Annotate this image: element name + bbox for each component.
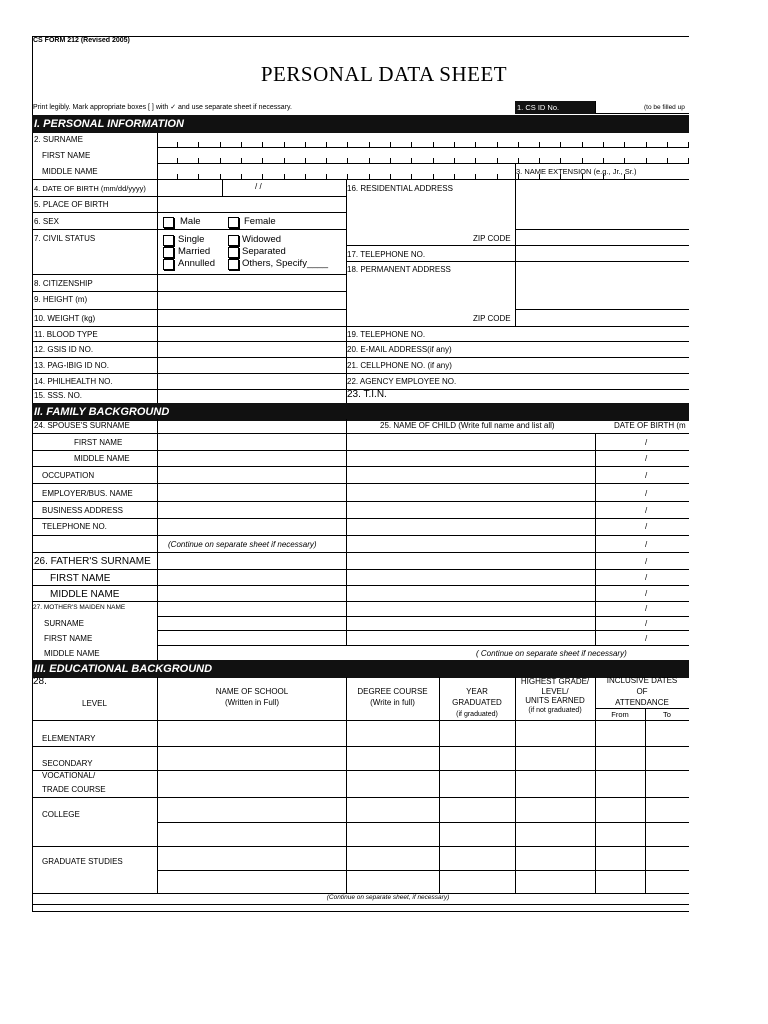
mother-middle-name-label: MIDDLE NAME [44, 649, 100, 658]
char-tick [369, 174, 370, 179]
char-tick [198, 158, 199, 163]
row-line [346, 261, 689, 262]
zip-code-label-2: ZIP CODE [473, 314, 511, 323]
char-tick [411, 174, 412, 179]
row-line [32, 309, 346, 310]
blood-type-label: 11. BLOOD TYPE [34, 330, 98, 339]
continue-note-3: (Continue on separate sheet, if necessary) [326, 894, 450, 901]
char-tick [326, 142, 327, 147]
section-family-title: II. FAMILY BACKGROUND [34, 406, 170, 418]
spouse-middle-name-label: MIDDLE NAME [74, 454, 130, 463]
education-number: 28. [33, 676, 47, 687]
child-dob-slash: / [645, 573, 648, 582]
form-bottom [32, 911, 689, 912]
char-tick [624, 158, 625, 163]
spouse-first-name-label: FIRST NAME [74, 438, 123, 447]
char-tick [433, 142, 434, 147]
section-family-header [32, 403, 689, 421]
children-label: 25. NAME OF CHILD (Write full name and list all) [380, 421, 555, 430]
dob-separators: / / [255, 182, 262, 191]
char-tick [390, 158, 391, 163]
char-tick [390, 142, 391, 147]
char-tick [347, 142, 348, 147]
char-tick [497, 174, 498, 179]
edu-header-bottom [32, 720, 689, 721]
csid-label-box [515, 101, 595, 114]
char-tick [411, 142, 412, 147]
continue-note-2: ( Continue on separate sheet if necessary) [476, 649, 627, 658]
section-personal-title: I. PERSONAL INFORMATION [34, 118, 184, 130]
char-tick [582, 158, 583, 163]
edu-col-4 [515, 677, 516, 893]
child-dob-slash: / [645, 540, 648, 549]
level-header: LEVEL [82, 699, 107, 708]
char-tick [241, 158, 242, 163]
char-tick [518, 158, 519, 163]
char-tick [390, 174, 391, 179]
education-row-line [157, 822, 689, 823]
continue-note-1: (Continue on separate sheet if necessary) [168, 540, 317, 549]
separated-label: Separated [242, 246, 286, 257]
single-checkbox[interactable] [163, 235, 174, 246]
res-address-label: 16. RESIDENTIAL ADDRESS [347, 184, 453, 193]
section-education-header [32, 660, 689, 678]
tel19-label: 19. TELEPHONE NO. [347, 330, 426, 339]
sss-label: 15. SSS. NO. [34, 391, 83, 400]
middle-name-label: MIDDLE NAME [42, 167, 98, 176]
char-tick [475, 174, 476, 179]
child-dob-slash: / [645, 557, 648, 566]
year-header-2: GRADUATED [452, 698, 502, 707]
form-line [32, 904, 689, 905]
row-line [32, 274, 346, 275]
char-tick [688, 142, 689, 147]
child-dob-slash: / [645, 604, 648, 613]
from-header: From [611, 710, 629, 719]
pagibig-label: 13. PAG-IBIG ID NO. [34, 361, 109, 370]
child-dob-slash: / [645, 522, 648, 531]
char-tick [497, 142, 498, 147]
row-line [32, 341, 689, 342]
row-line [32, 357, 689, 358]
char-tick [454, 158, 455, 163]
child-dob-divider [595, 433, 596, 645]
family-row-line [157, 645, 689, 646]
char-tick [262, 142, 263, 147]
char-tick [198, 142, 199, 147]
row-line [32, 373, 689, 374]
char-tick [624, 142, 625, 147]
father-first-name-label: FIRST NAME [50, 573, 111, 584]
school-header: NAME OF SCHOOL [215, 687, 289, 696]
child-dob-slash: / [645, 454, 648, 463]
occupation-label: OCCUPATION [42, 471, 95, 480]
char-tick [603, 158, 604, 163]
email-label: 20. E-MAIL ADDRESS(if any) [347, 345, 452, 354]
tin-label: 23. T.I.N. [347, 389, 387, 400]
middle-name-field[interactable] [32, 179, 689, 180]
edu-col-2 [346, 677, 347, 893]
char-tick [539, 158, 540, 163]
char-tick [433, 174, 434, 179]
char-tick [688, 158, 689, 163]
edu-col-6 [645, 708, 646, 893]
zip-code-label-1: ZIP CODE [473, 234, 511, 243]
csid-field-border [595, 101, 596, 114]
form-left-border [32, 36, 33, 912]
char-tick [411, 158, 412, 163]
edu-bottom [32, 893, 689, 894]
child-dob-slash: / [645, 506, 648, 515]
graduate-studies-label: GRADUATE STUDIES [42, 857, 123, 866]
family-group-line [32, 552, 157, 553]
char-tick [369, 142, 370, 147]
char-tick [475, 142, 476, 147]
char-tick [198, 174, 199, 179]
widowed-checkbox[interactable] [228, 235, 239, 246]
row-line [32, 229, 346, 230]
perm-address-label: 18. PERMANENT ADDRESS [347, 265, 451, 274]
family-row-line [157, 601, 689, 602]
surname-field[interactable] [158, 147, 689, 148]
page-title: PERSONAL DATA SHEET [260, 62, 508, 86]
char-tick [603, 142, 604, 147]
row-line [32, 291, 346, 292]
char-tick [177, 174, 178, 179]
child-dob-slash: / [645, 619, 648, 628]
char-tick [475, 158, 476, 163]
child-dob-slash: / [645, 489, 648, 498]
male-checkbox[interactable] [163, 217, 174, 228]
char-tick [241, 174, 242, 179]
business-address-label: BUSINESS ADDRESS [42, 506, 123, 515]
char-tick [262, 174, 263, 179]
char-tick [560, 174, 561, 179]
degree-subheader: (Write in full) [370, 698, 415, 707]
char-tick [454, 174, 455, 179]
grade-header-2: LEVEL/ [541, 687, 569, 696]
row-line [515, 309, 689, 310]
female-label: Female [244, 216, 276, 227]
section-personal-header [32, 115, 689, 133]
annulled-label: Annulled [178, 258, 215, 269]
char-tick [284, 142, 285, 147]
family-row-line [32, 535, 689, 536]
char-tick [347, 158, 348, 163]
inclusive-subline [595, 708, 689, 709]
employer-label: EMPLOYER/BUS. NAME [42, 489, 133, 498]
trade-course-label: TRADE COURSE [42, 785, 106, 794]
char-tick [454, 142, 455, 147]
char-tick [539, 142, 540, 147]
family-row-line [32, 433, 689, 434]
education-row-line [32, 770, 689, 771]
family-row-line [32, 518, 689, 519]
weight-label: 10. WEIGHT (kg) [34, 314, 96, 323]
char-tick [667, 142, 668, 147]
male-label: Male [180, 216, 201, 227]
row-line [32, 196, 346, 197]
char-tick [582, 142, 583, 147]
char-tick [305, 158, 306, 163]
married-checkbox[interactable] [163, 247, 174, 258]
family-row-line [32, 585, 689, 586]
inclusive-header-3: ATTENDANCE [615, 698, 669, 707]
year-note: (if graduated) [456, 711, 498, 718]
spouse-surname-label: 24. SPOUSE'S SURNAME [34, 421, 130, 430]
education-row-line [32, 746, 689, 747]
char-tick [284, 158, 285, 163]
family-row-line [32, 450, 689, 451]
dob-divider [222, 179, 223, 196]
first-name-field[interactable] [158, 163, 689, 164]
row-line [346, 245, 689, 246]
char-tick [369, 158, 370, 163]
char-tick [646, 142, 647, 147]
tel17-label: 17. TELEPHONE NO. [347, 250, 426, 259]
personal-label-divider [157, 179, 158, 403]
height-label: 9. HEIGHT (m) [34, 295, 88, 304]
grade-header: HIGHEST GRADE/ [520, 677, 590, 686]
char-tick [220, 174, 221, 179]
csid-note: (to be filled up [644, 104, 685, 111]
char-tick [305, 142, 306, 147]
family-row-line [32, 501, 689, 502]
edu-col-5 [595, 677, 596, 893]
grade-note: (if not graduated) [528, 707, 582, 714]
surname-label: 2. SURNAME [34, 135, 83, 144]
spouse-telephone-label: TELEPHONE NO. [42, 522, 107, 531]
row-line [32, 212, 346, 213]
dob-label: 4. DATE OF BIRTH (mm/dd/yyyy) [34, 184, 146, 193]
family-group-line [32, 601, 157, 602]
family-label-divider [157, 419, 158, 660]
char-tick [177, 142, 178, 147]
cellphone-label: 21. CELLPHONE NO. (if any) [347, 361, 452, 370]
char-tick [518, 174, 519, 179]
char-tick [347, 174, 348, 179]
section-education-title: III. EDUCATIONAL BACKGROUND [34, 663, 213, 675]
grade-header-3: UNITS EARNED [525, 696, 585, 705]
name-col-divider [157, 133, 158, 179]
row-line [515, 229, 689, 230]
gsis-label: 12. GSIS ID NO. [34, 345, 94, 354]
char-tick [560, 158, 561, 163]
education-row-line [32, 846, 689, 847]
char-tick [220, 142, 221, 147]
others-checkbox[interactable] [228, 259, 239, 270]
separated-checkbox[interactable] [228, 247, 239, 258]
secondary-label: SECONDARY [42, 759, 93, 768]
csid-field-line [595, 113, 689, 114]
form-instructions: Print legibly. Mark appropriate boxes [ ] with ✓ and use separate sheet if necessary. [33, 104, 292, 111]
form-top-border [32, 36, 689, 37]
char-tick [220, 158, 221, 163]
csid-label: 1. CS ID No. [517, 103, 560, 112]
char-tick [284, 174, 285, 179]
char-tick [560, 142, 561, 147]
family-mid-divider [346, 419, 347, 645]
to-header: To [663, 710, 671, 719]
child-dob-label: DATE OF BIRTH (m [614, 421, 686, 430]
school-subheader: (Written in Full) [224, 698, 280, 707]
education-row-line [32, 797, 689, 798]
child-dob-slash: / [645, 589, 648, 598]
agency-no-label: 22. AGENCY EMPLOYEE NO. [347, 377, 457, 386]
family-row-line [157, 616, 689, 617]
married-label: Married [178, 246, 211, 257]
name-extension-label: 3. NAME EXTENSION (e.g., Jr., Sr.) [516, 167, 637, 176]
char-tick [646, 158, 647, 163]
degree-header: DEGREE COURSE [357, 687, 428, 696]
child-dob-slash: / [645, 471, 648, 480]
father-middle-name-label: MIDDLE NAME [50, 589, 120, 600]
char-tick [305, 174, 306, 179]
single-label: Single [178, 234, 205, 245]
char-tick [624, 174, 625, 179]
row-line [32, 326, 689, 327]
char-tick [497, 158, 498, 163]
inclusive-header-2: OF [636, 687, 648, 696]
char-tick [603, 174, 604, 179]
annulled-checkbox[interactable] [163, 259, 174, 270]
family-row-line [32, 466, 689, 467]
citizenship-label: 8. CITIZENSHIP [34, 279, 93, 288]
char-tick [177, 158, 178, 163]
char-tick [582, 174, 583, 179]
year-header: YEAR [466, 687, 488, 696]
civil-status-label: 7. CIVIL STATUS [34, 234, 96, 243]
family-row-line [157, 630, 689, 631]
father-surname-label: 26. FATHER'S SURNAME [34, 556, 151, 567]
char-tick [326, 174, 327, 179]
pob-label: 5. PLACE OF BIRTH [34, 200, 109, 209]
education-row-line [157, 870, 689, 871]
female-checkbox[interactable] [228, 217, 239, 228]
others-label: Others, Specify____ [242, 258, 329, 269]
first-name-label: FIRST NAME [42, 151, 91, 160]
child-dob-slash: / [645, 634, 648, 643]
char-tick [262, 158, 263, 163]
philhealth-label: 14. PHILHEALTH NO. [34, 377, 113, 386]
char-tick [326, 158, 327, 163]
family-row-line [32, 569, 689, 570]
child-dob-slash: / [645, 438, 648, 447]
sex-label: 6. SEX [34, 217, 59, 226]
inclusive-header: INCLUSIVE DATES [606, 676, 678, 685]
elementary-label: ELEMENTARY [42, 734, 96, 743]
char-tick [518, 142, 519, 147]
char-tick [241, 142, 242, 147]
vocational-label: VOCATIONAL/ [42, 771, 96, 780]
char-tick [667, 158, 668, 163]
char-tick [433, 158, 434, 163]
mother-surname-label: SURNAME [44, 619, 85, 628]
family-row-line [32, 483, 689, 484]
address-divider [515, 179, 516, 326]
college-label: COLLEGE [42, 810, 80, 819]
mother-first-name-label: FIRST NAME [44, 634, 93, 643]
edu-col-3 [439, 677, 440, 893]
edu-col-1 [157, 677, 158, 893]
widowed-label: Widowed [242, 234, 282, 245]
char-tick [539, 174, 540, 179]
mother-maiden-name-label: 27. MOTHER'S MAIDEN NAME [33, 604, 126, 611]
form-code: CS FORM 212 (Revised 2005) [33, 37, 130, 44]
